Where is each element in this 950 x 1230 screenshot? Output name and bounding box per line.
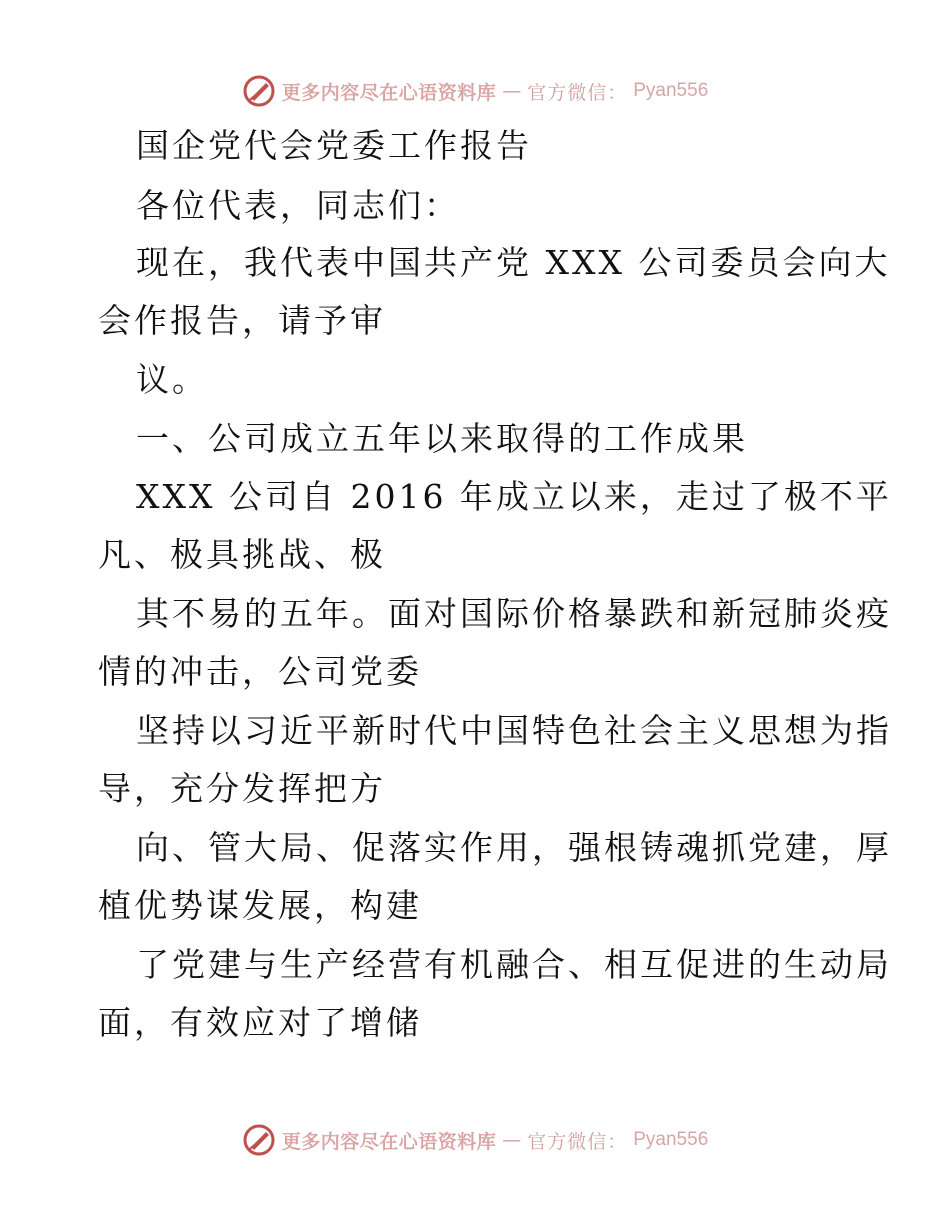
watermark-wechat-id: Pyan556 [633,80,709,101]
watermark-official-label: 官方微信： [527,1130,628,1153]
paragraph-line: 坚持以习近平新时代中国特色社会主义思想为指 [136,711,892,750]
paragraph-line: XXX 公司自 2016 年成立以来，走过了极不平 [136,477,892,516]
paragraph-line: 情的冲击，公司党委 [98,652,422,691]
paragraph-line: 导，充分发挥把方 [98,769,386,808]
salutation: 各位代表，同志们： [136,186,460,225]
watermark-separator: — [502,1129,522,1151]
paragraph-line: 面，有效应对了增储 [98,1003,422,1042]
paragraph-line: 现在，我代表中国共产党 XXX 公司委员会向大 [136,243,891,282]
paragraph-line: 了党建与生产经营有机融合、相互促进的生动局 [136,945,892,984]
quill-logo-icon [242,74,276,108]
paragraph-line: 向、管大局、促落实作用，强根铸魂抓党建，厚 [136,828,892,867]
document-title: 国企党代会党委工作报告 [136,126,532,165]
watermark-site-text: 更多内容尽在心语资料库 [281,81,497,104]
paragraph-line: 凡、极具挑战、极 [98,535,386,574]
watermark-site-text: 更多内容尽在心语资料库 [281,1130,497,1153]
quill-logo-icon [242,1123,276,1157]
paragraph-line: 会作报告，请予审 [98,301,386,340]
paragraph-line: 议。 [136,360,208,399]
watermark-separator: — [502,80,522,102]
watermark-wechat-id: Pyan556 [633,1129,709,1150]
paragraph-line: 植优势谋发展，构建 [98,886,422,925]
header-watermark [0,71,950,111]
paragraph-line: 其不易的五年。面对国际价格暴跌和新冠肺炎疫 [136,594,892,633]
footer-watermark [0,1120,950,1160]
watermark-official-label: 官方微信： [527,81,628,104]
section-heading: 一、公司成立五年以来取得的工作成果 [136,419,748,458]
